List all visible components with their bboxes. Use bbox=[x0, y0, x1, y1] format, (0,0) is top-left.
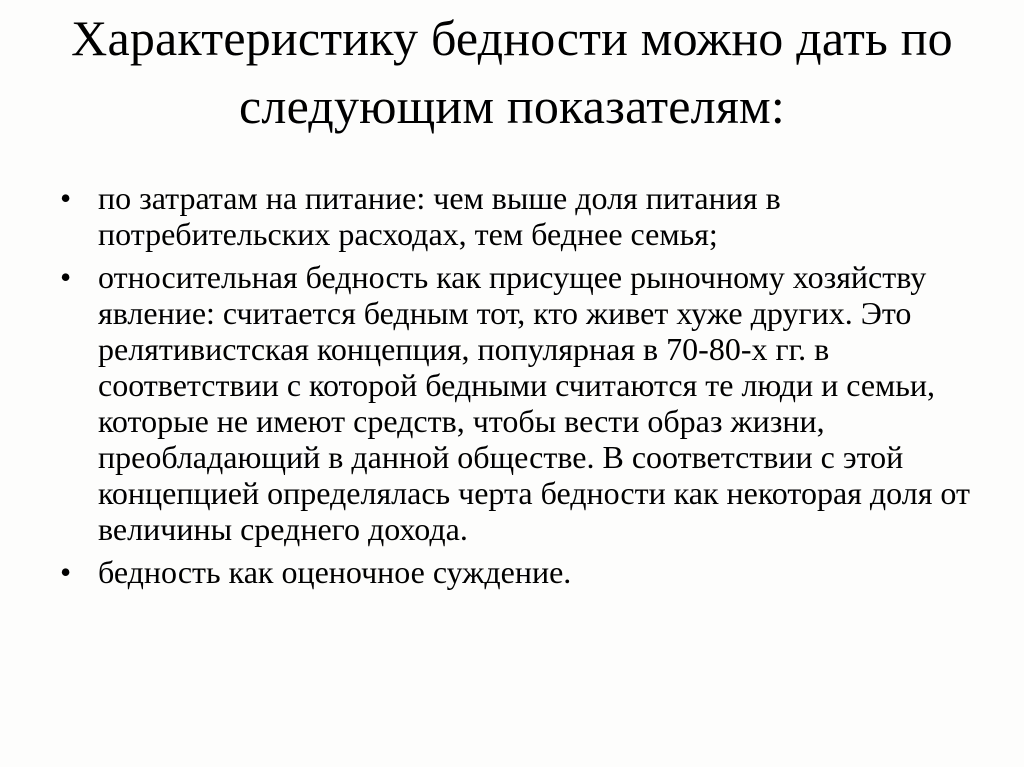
bullet-text: бедность как оценочное суждение. bbox=[98, 554, 572, 590]
bullet-text: по затратам на питание: чем выше доля питания в потребительских расходах, тем беднее семья; bbox=[98, 180, 781, 252]
bullet-icon: • bbox=[60, 554, 72, 590]
bullet-text: относительная бедность как присущее рыночному хозяйству явление: считается бедным тот, кто живет хуже других. Это релятивистская концепция, популярная в 70-80-х гг. в соответствии с которой бедными считаются те люди и семьи, которые не имеют средств, чтобы вести образ жизни, преобладающий в данной обществе. В соответствии с этой концепцией определялась черта бедности как некоторая доля от величины среднего дохода. bbox=[98, 259, 970, 547]
bullet-icon: • bbox=[60, 259, 72, 295]
slide-title: Характеристику бедности можно дать по следующим показателям: bbox=[71, 10, 953, 134]
list-item bbox=[60, 259, 980, 547]
list-item bbox=[60, 554, 980, 590]
list-item bbox=[60, 180, 980, 252]
bullet-list bbox=[60, 180, 980, 597]
bullet-icon: • bbox=[60, 180, 72, 216]
